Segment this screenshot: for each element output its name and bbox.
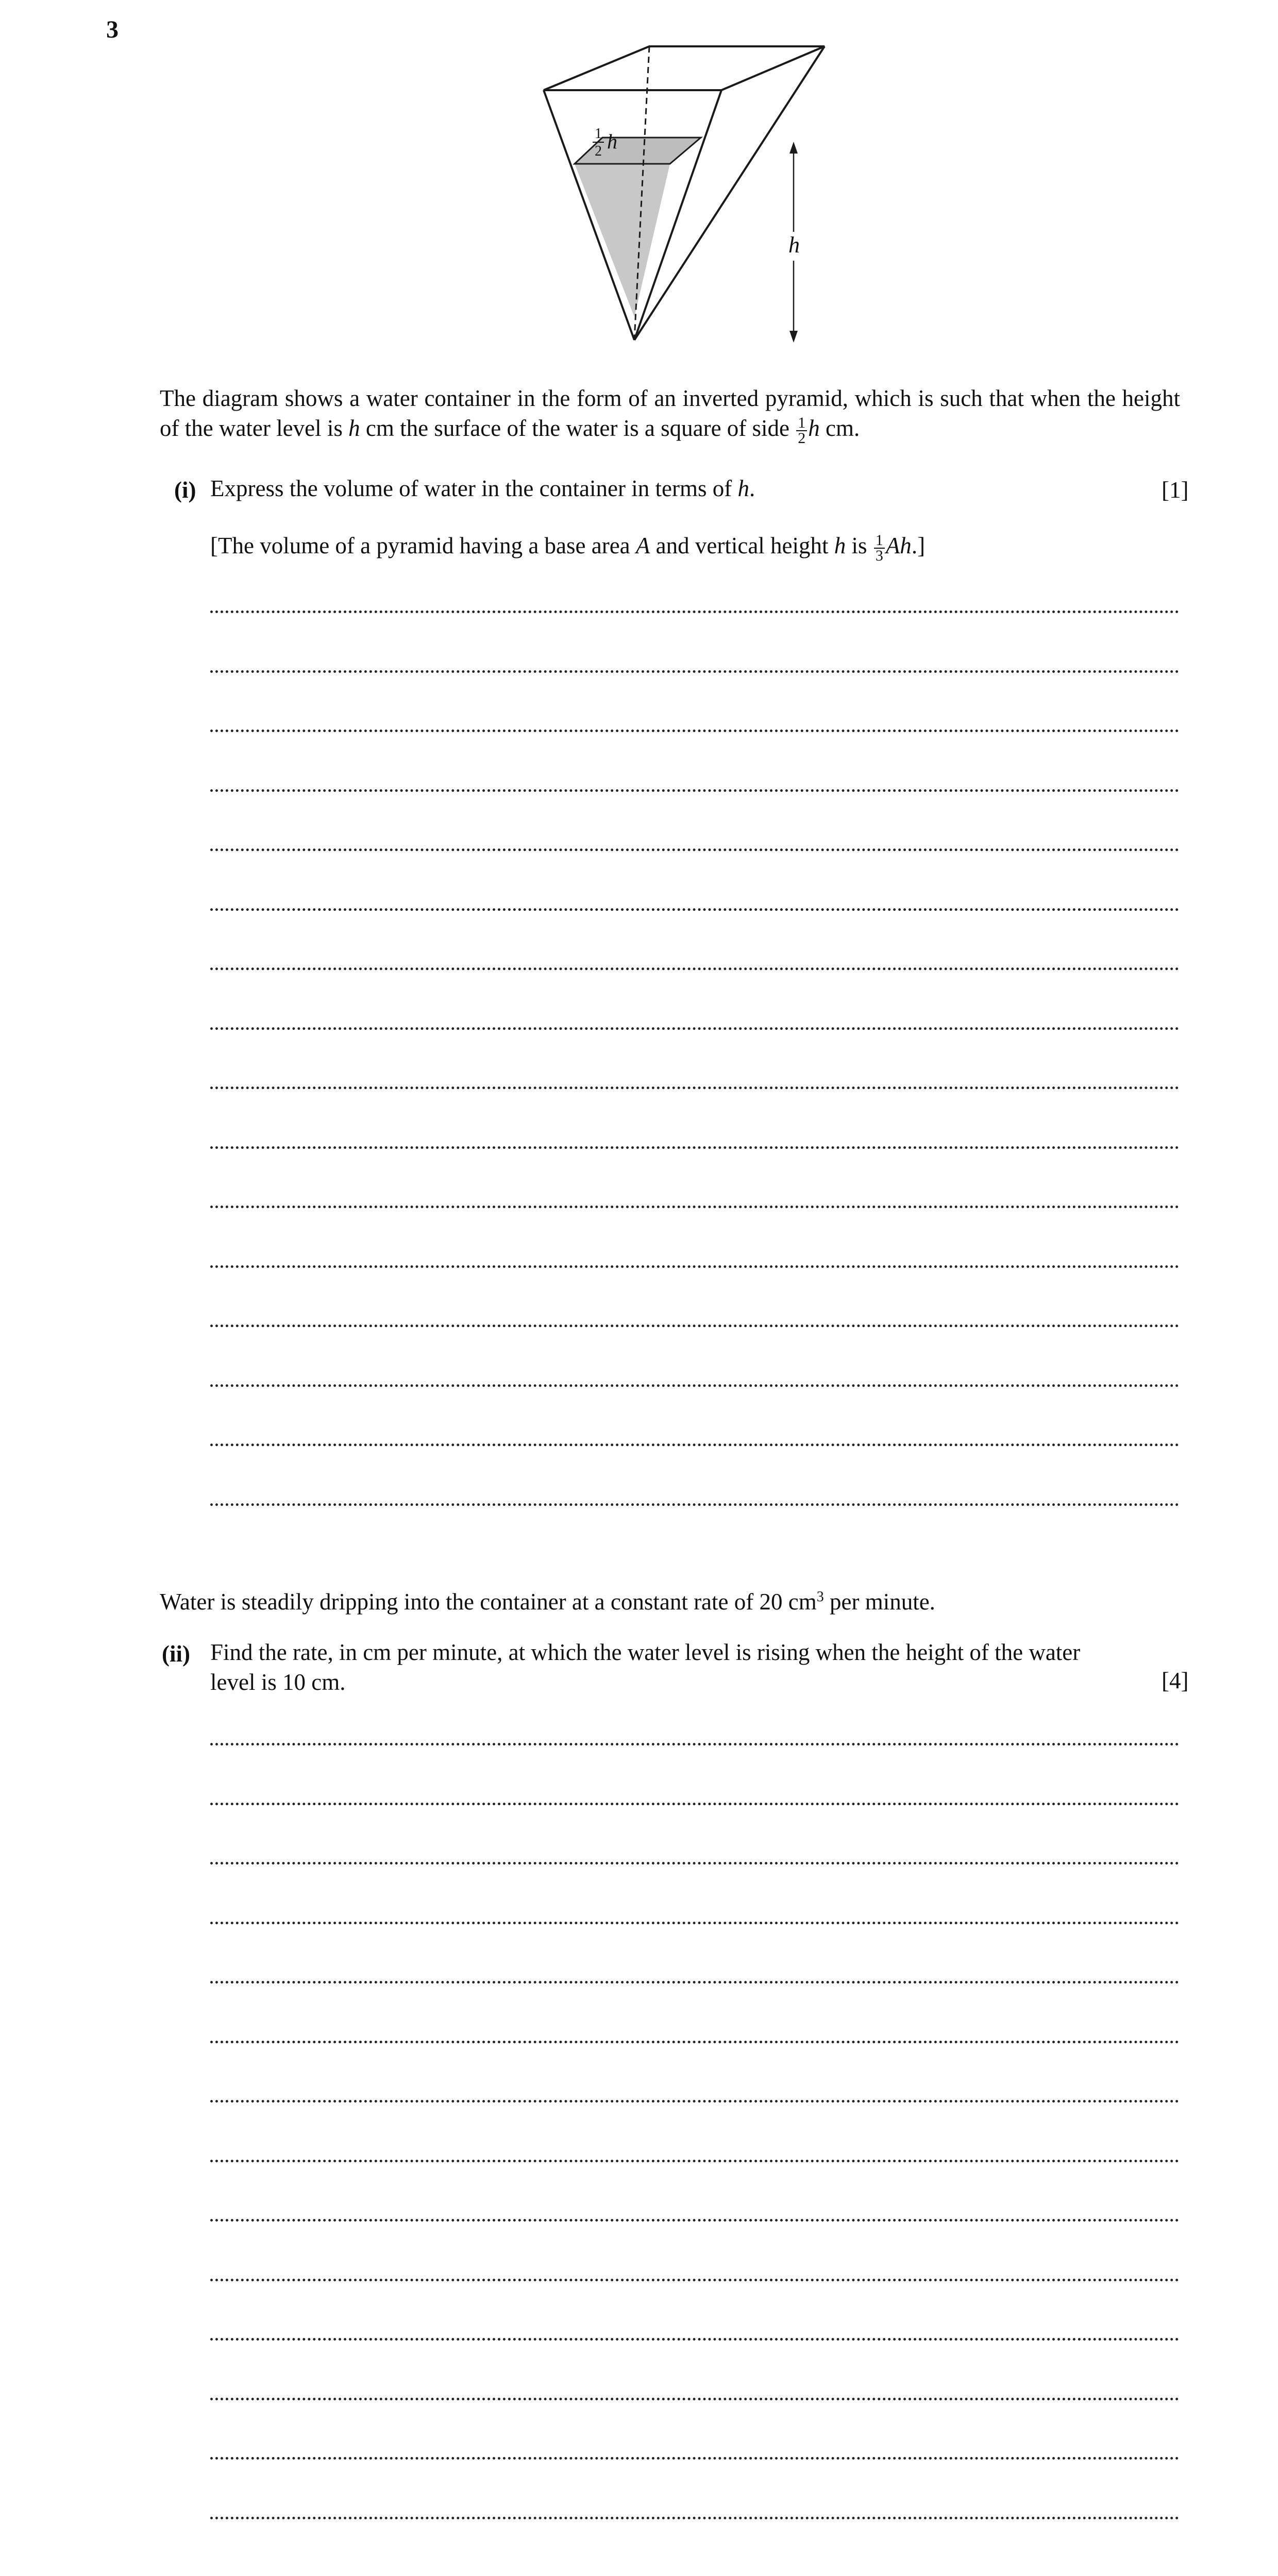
answer-line[interactable]	[210, 1325, 1179, 1327]
answer-line[interactable]	[210, 1265, 1179, 1268]
answer-line[interactable]	[210, 1027, 1179, 1030]
answer-line[interactable]	[210, 611, 1179, 613]
h-label: h	[788, 232, 800, 258]
answer-line[interactable]	[210, 2160, 1179, 2162]
part-i-marks: [1]	[1162, 477, 1189, 503]
inverted-pyramid-diagram	[515, 36, 835, 350]
answer-line[interactable]	[210, 908, 1179, 911]
answer-line[interactable]	[210, 1384, 1179, 1387]
answer-line[interactable]	[210, 2279, 1179, 2281]
question-number: 3	[106, 16, 119, 43]
half-h-num: 1	[595, 126, 602, 142]
answer-line[interactable]	[210, 1862, 1179, 1865]
fraction-third: $\frac{1}{3}$	[874, 533, 885, 563]
answer-line[interactable]	[210, 1803, 1179, 1805]
answer-line[interactable]	[210, 730, 1179, 732]
part-ii-label: (ii)	[162, 1641, 190, 1667]
answer-line[interactable]	[210, 2398, 1179, 2400]
answer-line[interactable]	[210, 2219, 1179, 2222]
h-arrow-head-top	[789, 142, 798, 154]
answer-line[interactable]	[210, 968, 1179, 970]
part-i-label: (i)	[174, 477, 196, 503]
answer-line[interactable]	[210, 2338, 1179, 2341]
answer-line[interactable]	[210, 1503, 1179, 1506]
answer-line[interactable]	[210, 1087, 1179, 1089]
answer-line[interactable]	[210, 1206, 1179, 1208]
answer-line[interactable]	[210, 1743, 1179, 1745]
answer-line[interactable]	[210, 1922, 1179, 1924]
top-rim	[544, 46, 825, 90]
part-ii-question: Find the rate, in cm per minute, at which the water level is rising when the height of the water level is 10 cm.	[210, 1639, 1081, 1695]
water-surface	[575, 138, 701, 164]
intro-text: The diagram shows a water container in the form of an inverted pyramid, which is such that when the height of the water level is h cm the surface of the water is a square of side $\frac{1}{2}$ h cm.	[160, 385, 1180, 447]
part-i-question: Express the volume of water in the container in terms of h.	[210, 476, 755, 501]
answer-line[interactable]	[210, 1981, 1179, 1984]
answer-line[interactable]	[210, 670, 1179, 673]
fraction-half: $\frac{1}{2}$	[796, 416, 807, 446]
answer-line[interactable]	[210, 2457, 1179, 2460]
half-h-den: 2	[595, 143, 602, 159]
answer-line[interactable]	[210, 2100, 1179, 2103]
rate-statement: Water is steadily dripping into the container at a constant rate of 20 $cm^3$ per minute.	[160, 1589, 935, 1615]
half-h-var: h	[607, 130, 617, 153]
part-i-hint: [The volume of a pyramid having a base area A and vertical height h is $\frac{1}{3}$ Ah.]	[210, 531, 926, 564]
answer-line[interactable]	[210, 849, 1179, 851]
answer-line[interactable]	[210, 2041, 1179, 2043]
answer-line[interactable]	[210, 789, 1179, 792]
answer-line[interactable]	[210, 1146, 1179, 1149]
water-region	[575, 164, 670, 317]
answer-line[interactable]	[210, 2517, 1179, 2519]
part-ii-marks: [4]	[1162, 1668, 1189, 1693]
h-arrow-head-bottom	[789, 331, 798, 343]
answer-line[interactable]	[210, 1444, 1179, 1446]
